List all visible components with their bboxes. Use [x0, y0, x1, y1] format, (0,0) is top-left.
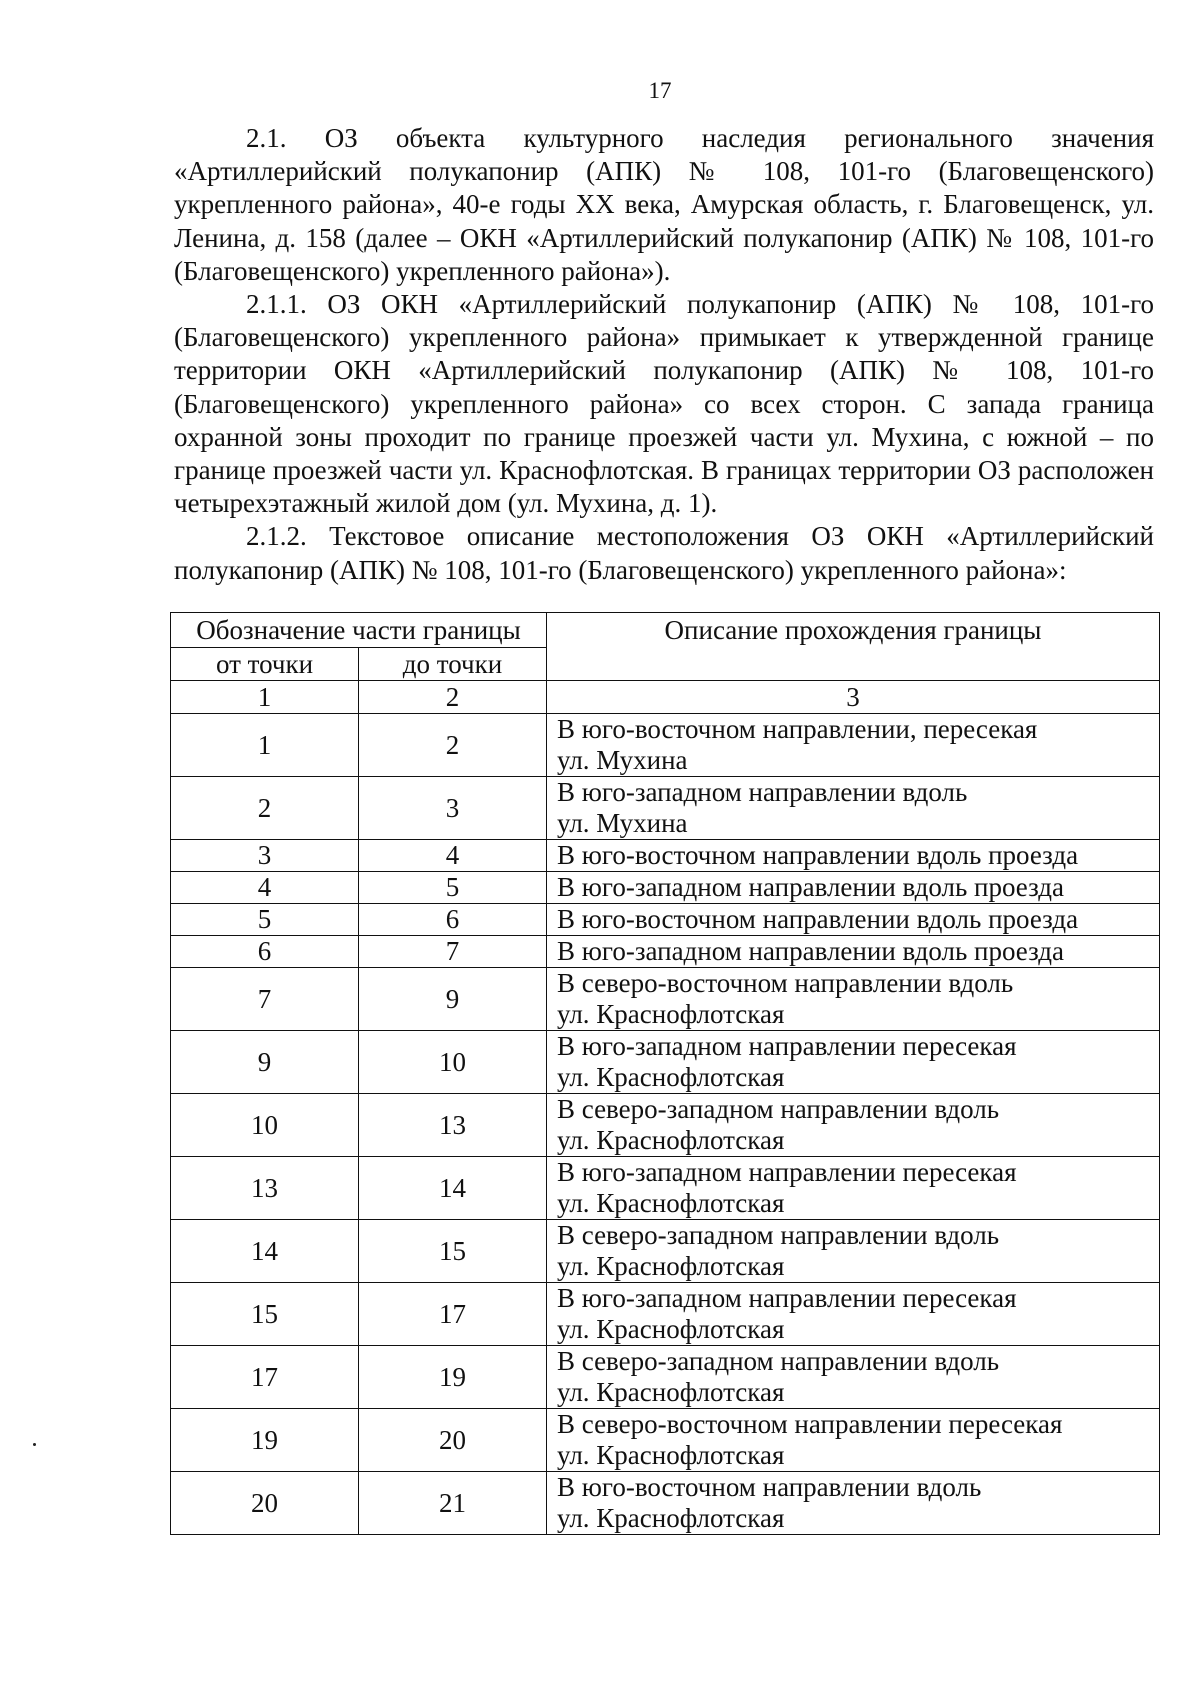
description-line: В юго-восточном направлении вдоль проезда [557, 904, 1079, 934]
table-row [171, 904, 1160, 936]
body-text [174, 122, 1154, 587]
to-point-cell: 9 [359, 968, 547, 1031]
to-point-cell: 14 [359, 1157, 547, 1220]
header-to-point: до точки [359, 648, 547, 681]
description-line-street: ул. Краснофлотская [557, 1440, 785, 1470]
description-line: В северо-западном направлении вдоль [557, 1094, 1000, 1124]
table-row [171, 840, 1160, 872]
paragraph-2-1-2: 2.1.2. Текстовое описание местоположения ОЗ ОКН «Артиллерийский полукапонир (АПК) № 108, 101-го (Благовещенского) укрепленного района»: [174, 521, 1154, 585]
description-line-street: ул. Краснофлотская [557, 1314, 785, 1344]
from-point-cell: 20 [171, 1472, 359, 1535]
to-point-cell: 5 [359, 872, 547, 904]
page-number: 17 [648, 78, 672, 103]
header-boundary-part: Обозначение части границы [171, 613, 547, 648]
to-point-cell: 2 [359, 714, 547, 777]
description-line: В юго-восточном направлении вдоль проезда [557, 840, 1079, 870]
from-point-cell: 4 [171, 872, 359, 904]
table-header-row [171, 613, 1160, 648]
to-point-cell: 15 [359, 1220, 547, 1283]
table-column-numbers-row [171, 681, 1160, 714]
description-line-street: ул. Краснофлотская [557, 1188, 785, 1218]
from-point-cell: 9 [171, 1031, 359, 1094]
description-cell [547, 1094, 1160, 1157]
description-line: В юго-западном направлении пересекая [557, 1157, 1017, 1187]
description-line: В юго-западном направлении вдоль проезда [557, 936, 1065, 966]
description-line: В северо-восточном направлении вдоль [557, 968, 1014, 998]
description-cell [547, 968, 1160, 1031]
paragraph-2-1: 2.1. ОЗ объекта культурного наследия регионального значения «Артиллерийский полукапонир (АПК) № 108, 101-го (Благовещенского) укрепленного района», 40-е годы XX века, Амурская область, г. Благовещенск, ул. Ленина, д. 158 (далее – ОКН «Артиллерийский полукапонир (АПК) № 108, 101-го (Благовещенского) укрепленного района»). [174, 123, 1154, 286]
table-row [171, 777, 1160, 840]
scan-speck [33, 1443, 36, 1446]
table-row [171, 968, 1160, 1031]
table-row [171, 1094, 1160, 1157]
description-cell [547, 936, 1160, 968]
description-line-street: ул. Мухина [557, 745, 688, 775]
boundary-table [170, 612, 1160, 1535]
description-cell [547, 777, 1160, 840]
table-row [171, 714, 1160, 777]
from-point-cell: 6 [171, 936, 359, 968]
from-point-cell: 10 [171, 1094, 359, 1157]
description-line: В юго-западном направлении вдоль проезда [557, 872, 1065, 902]
from-point-cell: 3 [171, 840, 359, 872]
to-point-cell: 3 [359, 777, 547, 840]
to-point-cell: 7 [359, 936, 547, 968]
to-point-cell: 17 [359, 1283, 547, 1346]
table-row [171, 1409, 1160, 1472]
table-row [171, 1031, 1160, 1094]
description-line-street: ул. Краснофлотская [557, 1377, 785, 1407]
to-point-cell: 6 [359, 904, 547, 936]
description-line: В юго-западном направлении пересекая [557, 1031, 1017, 1061]
to-point-cell: 20 [359, 1409, 547, 1472]
description-cell [547, 904, 1160, 936]
column-number-1: 1 [171, 681, 359, 714]
column-number-3: 3 [547, 681, 1160, 714]
to-point-cell: 4 [359, 840, 547, 872]
paragraph-2-1-1: 2.1.1. ОЗ ОКН «Артиллерийский полукапонир (АПК) № 108, 101-го (Благовещенского) укрепленного района» примыкает к утвержденной границе территории ОКН «Артиллерийский полукапонир (АПК) № 108, 101-го (Благовещенского) укрепленного района» со всех сторон. С запада граница охранной зоны проходит по границе проезжей части ул. Мухина, с южной – по границе проезжей части ул. Краснофлотская. В границах территории ОЗ расположен четырехэтажный жилой дом (ул. Мухина, д. 1). [174, 289, 1154, 519]
table-row [171, 1283, 1160, 1346]
description-cell [547, 1157, 1160, 1220]
description-cell [547, 840, 1160, 872]
description-cell [547, 1409, 1160, 1472]
description-line: В северо-западном направлении вдоль [557, 1346, 1000, 1376]
description-cell [547, 1346, 1160, 1409]
from-point-cell: 2 [171, 777, 359, 840]
table-row [171, 872, 1160, 904]
from-point-cell: 1 [171, 714, 359, 777]
description-cell [547, 1283, 1160, 1346]
table-row [171, 936, 1160, 968]
description-line-street: ул. Краснофлотская [557, 1062, 785, 1092]
description-line: В северо-восточном направлении пересекая [557, 1409, 1063, 1439]
from-point-cell: 17 [171, 1346, 359, 1409]
header-from-point: от точки [171, 648, 359, 681]
description-line: В северо-западном направлении вдоль [557, 1220, 1000, 1250]
from-point-cell: 13 [171, 1157, 359, 1220]
boundary-table-wrapper [170, 612, 1160, 1535]
description-line: В юго-западном направлении пересекая [557, 1283, 1017, 1313]
from-point-cell: 7 [171, 968, 359, 1031]
description-cell [547, 1220, 1160, 1283]
to-point-cell: 13 [359, 1094, 547, 1157]
description-line-street: ул. Краснофлотская [557, 999, 785, 1029]
description-line: В юго-западном направлении вдоль [557, 777, 968, 807]
description-line: В юго-восточном направлении вдоль [557, 1472, 982, 1502]
table-row [171, 1157, 1160, 1220]
description-cell [547, 714, 1160, 777]
description-line: В юго-восточном направлении, пересекая [557, 714, 1038, 744]
description-cell [547, 872, 1160, 904]
table-row [171, 1472, 1160, 1535]
to-point-cell: 21 [359, 1472, 547, 1535]
from-point-cell: 19 [171, 1409, 359, 1472]
description-cell [547, 1472, 1160, 1535]
table-row [171, 1220, 1160, 1283]
description-line-street: ул. Краснофлотская [557, 1251, 785, 1281]
header-description: Описание прохождения границы [547, 613, 1160, 681]
description-line-street: ул. Краснофлотская [557, 1125, 785, 1155]
column-number-2: 2 [359, 681, 547, 714]
description-line-street: ул. Мухина [557, 808, 688, 838]
to-point-cell: 10 [359, 1031, 547, 1094]
from-point-cell: 14 [171, 1220, 359, 1283]
from-point-cell: 5 [171, 904, 359, 936]
description-cell [547, 1031, 1160, 1094]
table-row [171, 1346, 1160, 1409]
from-point-cell: 15 [171, 1283, 359, 1346]
description-line-street: ул. Краснофлотская [557, 1503, 785, 1533]
to-point-cell: 19 [359, 1346, 547, 1409]
